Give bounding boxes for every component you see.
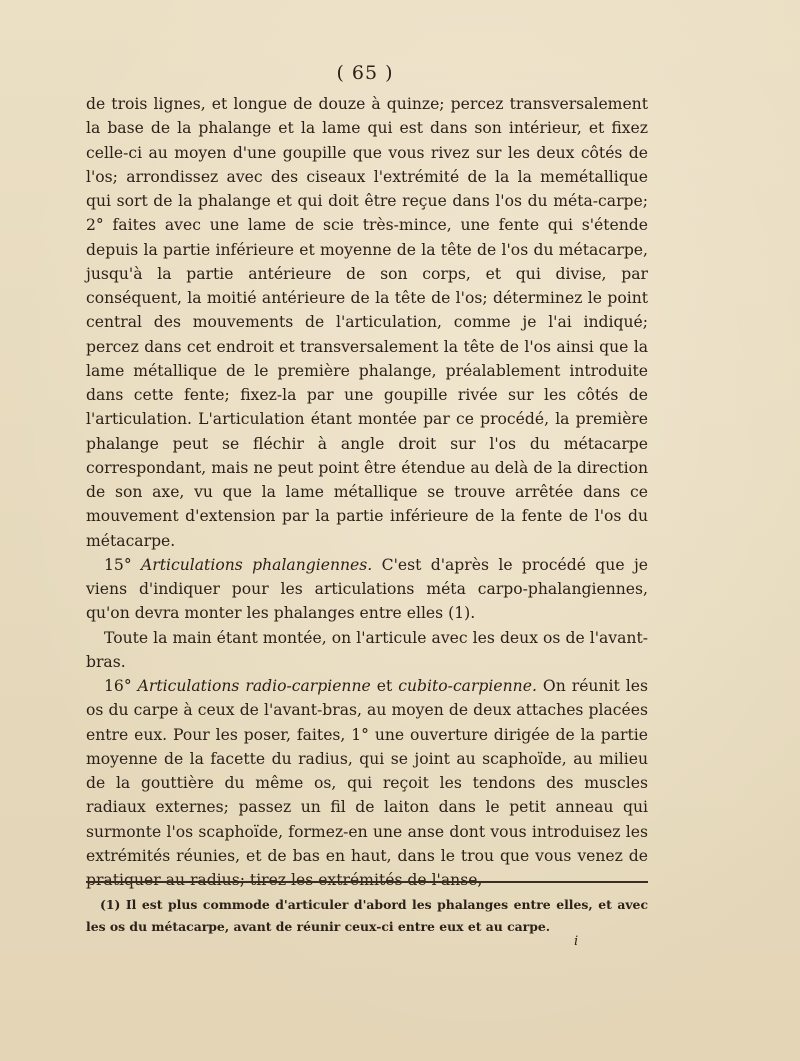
paragraph-text: On réunit les os du carpe à ceux de l'avant-bras, au moyen de deux attaches placées entre eux. Pour les poser, faites, 1° une ouverture dirigée de la partie moyenne de la facette du radius, qui se joint au scaphoïde, au milieu de la gouttière du même os, qui reçoit les tendons des muscles radiaux externes; passez un fil de laiton dans le petit anneau qui surmonte l'os scaphoïde, formez-en une anse dont vous introduisez les extrémités réunies, et de bas en haut, dans le trou que vous venez de pratiquer au radius; tirez les extrémités de l'anse, <box>86 677 648 889</box>
footnote <box>86 894 648 938</box>
paragraph-avant-bras: Toute la main étant montée, on l'articule avec les deux os de l'avant-bras. <box>86 628 648 671</box>
paragraph-text: C'est d'après le procédé que je viens d'indiquer pour les articulations méta carpo-phalangiennes, qu'on devra monter les phalanges entre elles (1). <box>86 555 649 623</box>
footnote-rule <box>86 881 648 883</box>
paragraph-continuation: de trois lignes, et longue de douze à quinze; percez transversalement la base de la phalange et la lame qui est dans son intérieur, et fixez celle-ci au moyen d'une goupille que vous rivez sur les deux côtés de l'os; arrondissez avec des ciseaux l'extrémité de la la memétallique qui sort de la phalange et qui doit être reçue dans l'os du méta-carpe; 2° faites avec une lame de scie très-mince, une fente qui s'étende depuis la partie inférieure et moyenne de la tête de l'os du métacarpe, jusqu'à la partie antérieure de son corps, et qui divise, par conséquent, la moitié antérieure de la tête de l'os; déterminez le point central des mouvements de l'articulation, comme je l'ai indiqué; percez dans cet endroit et transversalement la tête de l'os ainsi que la lame métallique de le première phalange, préalablement introduite dans cette fente; fixez-la par une goupille rivée sur les côtés de l'articulation. L'articulation étant montée par ce procédé, la première phalange peut se fléchir à angle droit sur l'os du métacarpe correspondant, mais ne peut point être étendue au delà de la direction de son axe, vu que la lame métallique se trouve arrêtée dans ce mouvement d'extension par la partie inférieure de la fente de l'os du métacarpe. <box>86 95 648 550</box>
page-number: ( 65 ) <box>336 62 394 84</box>
section-number: 15° <box>104 555 132 574</box>
heading-connector: et <box>376 677 393 695</box>
paragraph-radio-carpienne <box>86 674 648 892</box>
signature-mark: i <box>574 934 579 949</box>
section-number: 16° <box>104 677 132 695</box>
paragraph-phalangiennes <box>86 553 648 626</box>
section-heading: cubito-carpienne. <box>398 677 537 695</box>
section-heading: Articulations phalangiennes. <box>141 555 373 574</box>
section-heading: Articulations radio-carpienne <box>137 677 371 695</box>
footnote-text: (1) Il est plus commode d'articuler d'abord les phalanges entre elles, et avec les os du métacarpe, avant de réunir ceux-ci entre eux et au carpe. <box>86 897 648 934</box>
body-text <box>86 92 648 892</box>
